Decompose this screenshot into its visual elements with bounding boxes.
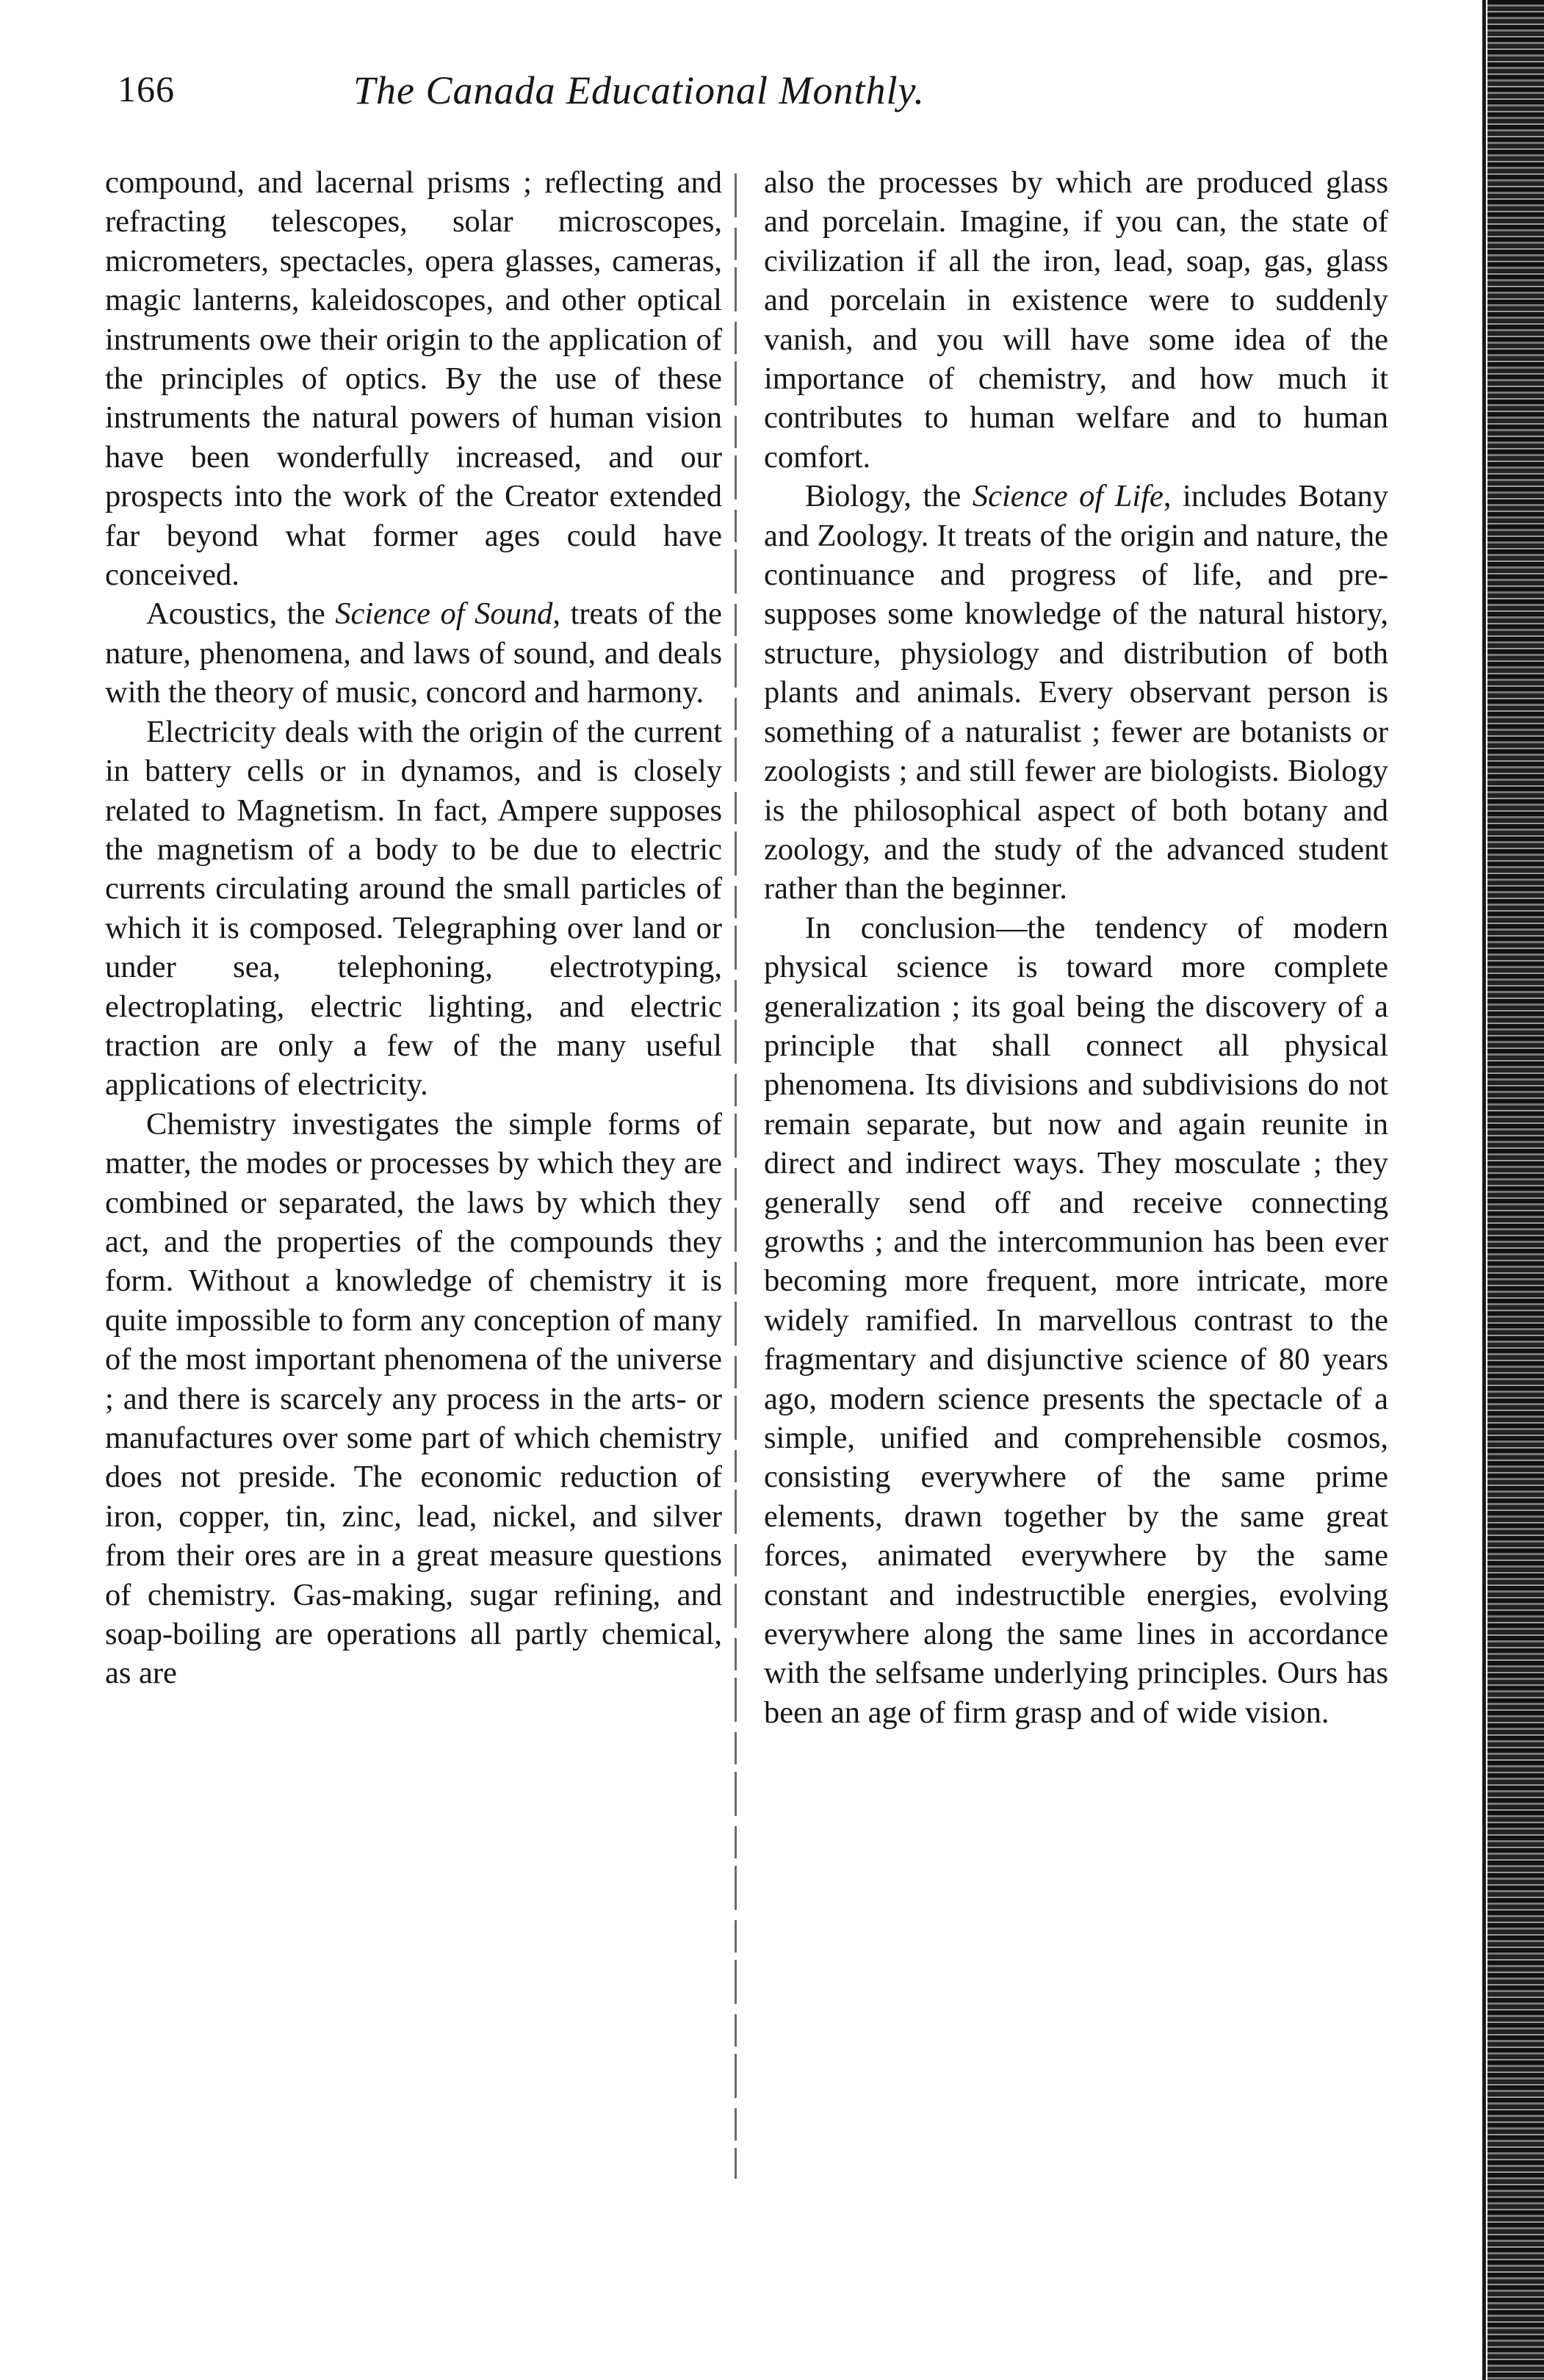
- paragraph-optics: compound, and lacernal prisms ; reflecting and refracting telescopes, solar microscopes, micrometers, spectacles, opera glasses, cameras, magic lanterns, kaleidoscopes, and other optical instruments owe their origin to the application of the principles of optics. By the use of these instruments the natural powers of human vision have been wonderfully increased, and our prospects into the work of the Creator extended far beyond what former ages could have conceived.: [105, 165, 722, 593]
- paragraph-acoustics: Acoustics, the Science of Sound, treats of the nature, phenomena, and laws of sound, and deals with the theory of music, concord and harmony.: [105, 596, 723, 710]
- left-column: [105, 163, 722, 1693]
- paragraph-biology: Biology, the Science of Life, includes Botany and Zoology. It treats of the origin and nature, the continuance and progress of life, and pre-supposes some knowledge of the natural history, structure, physiology and distribution of both plants and animals. Every observant person is something of a naturalist ; fewer are botanists or zoologists ; and still fewer are biologists. Biology is the philosophical aspect of both botany and zoology, and the study of the advanced student rather than the beginner.: [764, 479, 1388, 906]
- paragraph-conclusion: In conclusion—the tendency of modern physical science is toward more complete generalization ; its goal being the discovery of a principle that shall connect all physical phenomena. Its divisions and subdivisions do not remain separate, but now and again reunite in direct and indirect ways. They mosculate ; they generally send off and receive connecting growths ; and the intercommunion has been ever becoming more frequent, more intricate, more widely ramified. In marvellous contrast to the fragmentary and disjunctive science of 80 years ago, modern science presents the spectacle of a simple, unified and comprehensible cosmos, consisting everywhere of the same prime elements, drawn together by the same great forces, animated everywhere by the same constant and indestructible energies, evolving everywhere along the same lines in accordance with the selfsame underlying principles. Ours has been an age of firm grasp and of wide vision.: [764, 910, 1388, 1730]
- page-header: [118, 68, 1161, 134]
- page-edge-rule: [1482, 0, 1486, 2380]
- running-title: The Canada Educational Monthly.: [353, 68, 925, 112]
- paragraph-chemistry: Chemistry investigates the simple forms of matter, the modes or processes by which they are combined or separated, the laws by which they act, and the properties of the compounds they form. Without a knowledge of chemistry it is quite impossible to form any conception of many of the most important phenomena of the universe ; and there is scarcely any process in the arts- or manufactures over some part of which chemistry does not preside. The economic reduction of iron, copper, tin, zinc, lead, nickel, and silver from their ores are in a great measure questions of chemistry. Gas-making, sugar refining, and soap-boiling are operations all partly chemical, as are: [105, 1106, 722, 1691]
- column-divider: [735, 173, 737, 2179]
- paragraph-chemistry-continued: also the processes by which are produced glass and porcelain. Imagine, if you can, the state of civilization if all the iron, lead, soap, gas, glass and porcelain in existence were to suddenly vanish, and you will have some idea of the importance of chemistry, and how much it contributes to human welfare and to human comfort.: [764, 165, 1388, 475]
- scanned-page-edge: [1487, 0, 1544, 2380]
- page-number: 166: [118, 68, 175, 109]
- paragraph-electricity: Electricity deals with the origin of the current in battery cells or in dynamos, and is closely related to Magnetism. In fact, Ampere supposes the magnetism of a body to be due to electric currents circulating around the small particles of which it is composed. Telegraphing over land or under sea, telephoning, electrotyping, electroplating, electric lighting, and electric traction are only a few of the many useful applications of electricity.: [105, 714, 722, 1103]
- right-column: [764, 163, 1388, 1732]
